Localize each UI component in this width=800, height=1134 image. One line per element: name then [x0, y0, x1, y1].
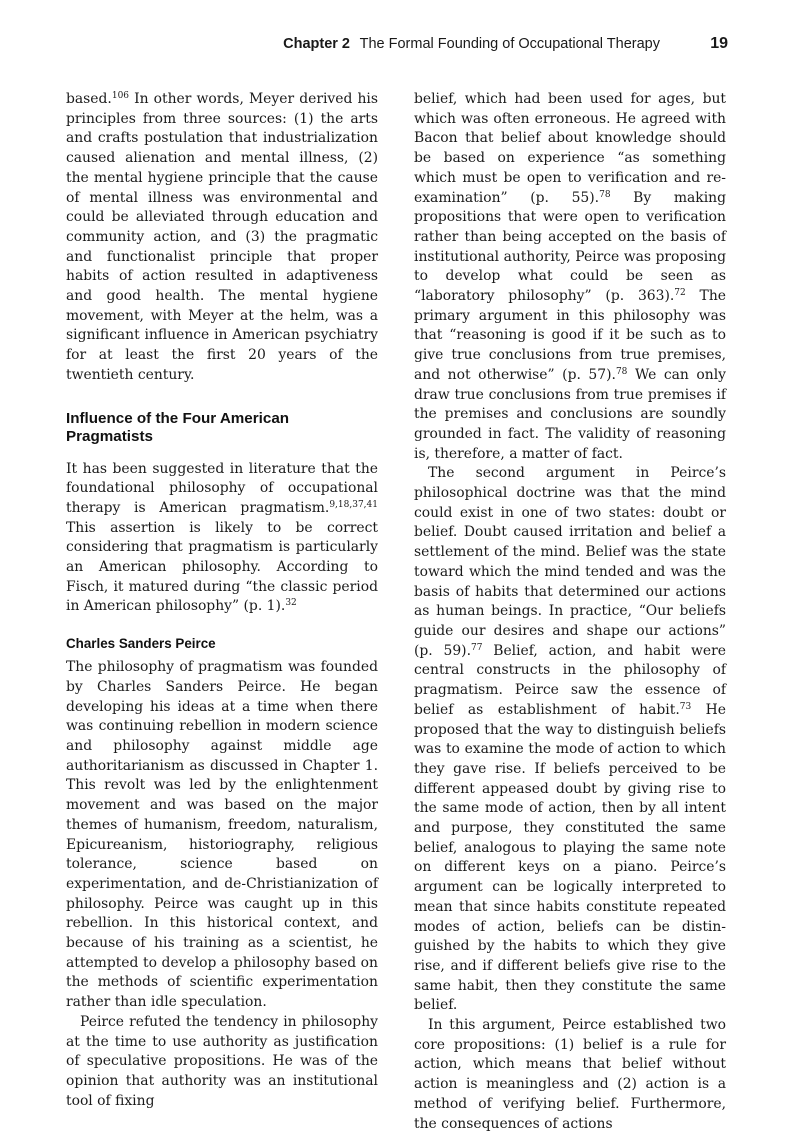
text-run: Belief, action, and habit were central constructs in the philosophy of pragmatism. Peirce saw the essence of belief as establishment of habit. [414, 642, 726, 718]
paragraph [66, 90, 378, 386]
citation-superscript: 73 [679, 701, 692, 712]
text-run: based. [66, 91, 112, 107]
page-number: 19 [710, 35, 728, 52]
citation-superscript: 106 [111, 91, 130, 101]
citation-superscript: 78 [615, 366, 628, 377]
text-run: He proposed that the way to distinguish beliefs was to examine the mode of action to which they gave rise. If beliefs perceived to be different appeased doubt by giving rise to the same mode of action, then by all intent and purpose, they constituted the same belief, analogous to playing the same note on different keys on a piano. Peirce’s argument can be logically interpreted to mean that since habits constitute repeated modes of action, beliefs can be distinguished by the habits to which they give rise, and if different beliefs give rise to the same habit, then they constitute the same belief. [414, 701, 726, 1014]
paragraph [414, 1016, 726, 1134]
paragraph [66, 1013, 378, 1112]
text-run: By making propositions that were open to verification rather than being accepted on the basis of institutional authority, Peirce was proposing to develop what could be seen as “laboratory philosophy” (p. 363). [414, 189, 726, 305]
citation-superscript: 32 [285, 598, 297, 609]
text-run: It has been suggested in literature that the foundational philosophy of occupational therapy is American pragmatism. [66, 460, 378, 516]
text-run: Peirce refuted the tendency in philosophy at the time to use authority as justification of speculative propositions. He was of the opinion that authority was an institutional tool of fixing [66, 1013, 378, 1109]
chapter-title: The Formal Founding of Occupational Therapy [359, 36, 660, 52]
text-run: The second argument in Peirce’s philosophical doctrine was that the mind could exist in one of two states: doubt or belief. Doubt caused irritation and belief a settlement of the mind. Belief was the state toward which the mind tended and was the basis of habits that determined our actions as human beings. In practice, “Our beliefs guide our desires and shape our actions” (p. 59). [414, 465, 726, 659]
citation-superscript: 72 [674, 288, 686, 299]
text-run: The primary argument in this philosophy was that “reasoning is good if it be such as to give true conclusions from true premises, and not otherwise” (p. 57). [414, 288, 726, 383]
citation-superscript: 78 [599, 189, 611, 200]
text-run: This assertion is likely to be correct considering that pragmatism is particularly an American philosophy. According to Fisch, it matured during “the classic period in American philosophy” (p. 1). [66, 519, 378, 615]
text-run: We can only draw true conclusions from true premises if the premises and conclusions are soundly grounded in fact. The validity of reasoning is, therefore, a matter of fact. [414, 366, 726, 462]
paragraph [414, 464, 726, 1016]
section-heading: Influence of the Four American Pragmatists [66, 409, 290, 445]
text-run: belief, which had been used for ages, but which was often erroneous. He agreed with Bacon that belief about knowledge should be based on experience “as something which must be open to verification and re-examination” (p. 55). [414, 91, 726, 206]
chapter-label: Chapter 2 [283, 36, 350, 52]
text-run: In this argument, Peirce established two core propositions: (1) belief is a rule for action, which means that belief without action is meaningless and (2) action is a method of verifying belief. Furthermore, the consequences of actions [414, 1017, 726, 1132]
paragraph [66, 460, 378, 618]
paragraph [414, 90, 726, 464]
citation-superscript: 77 [471, 642, 483, 653]
citation-superscript: 9,18,37,41 [329, 499, 378, 510]
right-column [414, 90, 726, 1134]
running-header [66, 36, 728, 56]
text-run: In other words, Meyer derived his principles from three sources: (1) the arts and crafts postulation that industrialization caused alienation and mental illness, (2) the mental hygiene principle that the cause of mental illness was environmental and could be alleviated through education and community action, and (3) the pragmatic and functionalist principle that proper habits of action resulted in adaptiveness and good health. The mental hygiene movement, with Meyer at the helm, was a significant influence in American psychiatry for at least the first 20 years of the twentieth century. [66, 91, 378, 383]
subsection-heading: Charles Sanders Peirce [66, 636, 216, 652]
text-run: The philosophy of pragmatism was founded by Charles Sanders Peirce. He began developing his ideas at a time when there was continuing rebellion in modern science and philosophy against middle age authoritarianism as discussed in Chapter 1. This revolt was led by the enlightenment movement and was based on the major themes of humanism, freedom, naturalism, Epicureanism, historiography, religious tolerance, science based on experimentation, and de-Christianization of philosophy. Peirce was caught up in this rebellion. In this historical context, and because of his training as a scientist, he attempted to develop a philosophy based on the methods of scientific experimentation rather than idle speculation. [66, 659, 378, 1011]
paragraph [66, 658, 378, 1013]
left-column [66, 90, 378, 1111]
